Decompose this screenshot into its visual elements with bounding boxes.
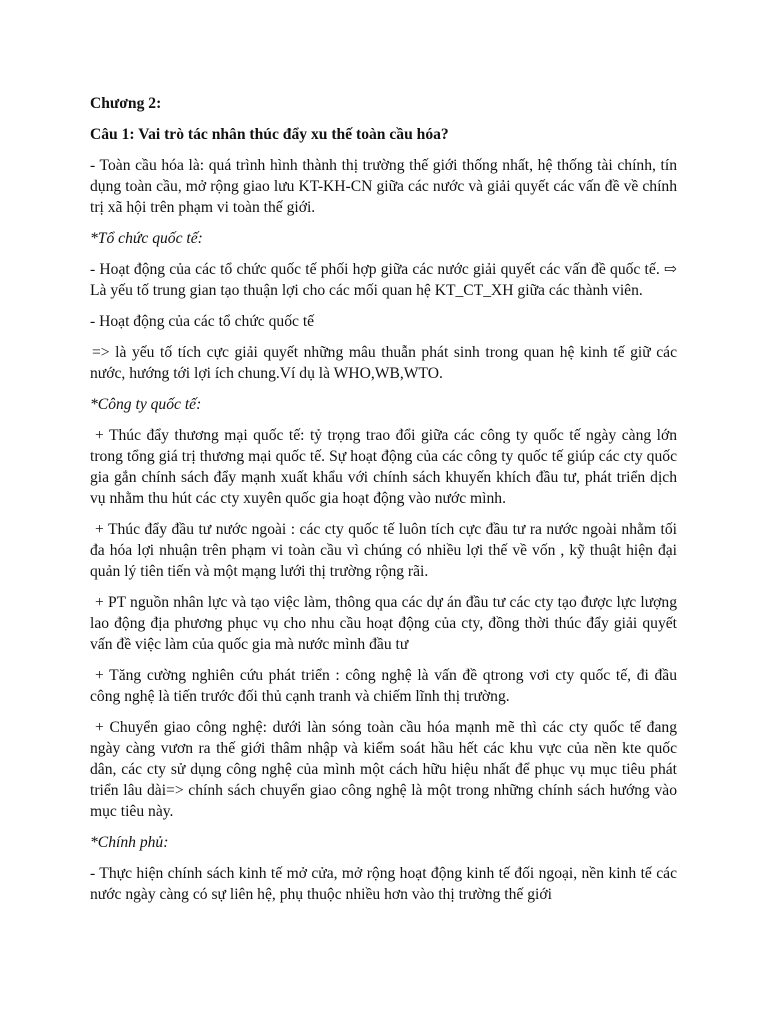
paragraph-research-development: + Tăng cường nghiên cứu phát triển : công nghệ là vấn đề qtrong vơi cty quốc tế, đi đầu công nghệ là tiến trước đối thủ cạnh tranh và chiếm lĩnh thị trường.	[90, 667, 677, 705]
paragraph-organization-result: => là yếu tố tích cực giải quyết những mâu thuẫn phát sinh trong quan hệ kinh tế giữ các nước, hướng tới lợi ích chung.Ví dụ là WHO,WB,WTO.	[90, 344, 677, 382]
paragraph-trade-promotion: + Thúc đẩy thương mại quốc tế: tỷ trọng trao đổi giữa các công ty quốc tế ngày càng lớn trong tổng giá trị thương mại quốc tế. Sự hoạt động của các công ty quốc tế giúp các cty quốc gia gắn chính sách đẩy mạnh xuất khẩu với chính sách khuyến khích đầu tư, phát triển dịch vụ nhằm thu hút các cty xuyên quốc gia hoạt động vào nước mình.	[90, 427, 677, 507]
paragraph-organization-activity: - Hoạt động của các tổ chức quốc tế phối hợp giữa các nước giải quyết các vấn đề quốc tế. ⇨ Là yếu tố trung gian tạo thuận lợi cho các mối quan hệ KT_CT_XH giữa các thành viên.	[90, 261, 677, 299]
chapter-heading: Chương 2:	[90, 95, 162, 112]
paragraph-technology-transfer: + Chuyển giao công nghệ: dưới làn sóng toàn cầu hóa mạnh mẽ thì các cty quốc tế đang ngày càng vươn ra thế giới thâm nhập và kiểm soát hầu hết các khu vực của nền kte quốc dân, các cty sử dụng công nghệ của mình một cách hữu hiệu nhất để phục vụ mục tiêu phát triển lâu dài=> chính sách chuyển giao công nghệ là một trong những chính sách hướng vào mục tiêu này.	[90, 719, 677, 820]
section-heading-international-companies: *Công ty quốc tế:	[90, 396, 202, 413]
document-page	[90, 93, 677, 915]
paragraph-human-resources: + PT nguồn nhân lực và tạo việc làm, thông qua các dự án đầu tư các cty tạo được lực lượng lao động địa phương phục vụ cho nhu cầu hoạt động của cty, đồng thời thúc đẩy giải quyết vấn đề việc làm của quốc gia mà nước mình đầu tư	[90, 594, 677, 653]
paragraph-open-economy-policy: - Thực hiện chính sách kinh tế mở cửa, mở rộng hoạt động kinh tế đối ngoại, nền kinh tế các nước ngày càng có sự liên hệ, phụ thuộc nhiều hơn vào thị trường thế giới	[90, 865, 677, 903]
paragraph-organization-activity-2: - Hoạt động của các tổ chức quốc tế	[90, 313, 315, 330]
question-heading: Câu 1: Vai trò tác nhân thúc đẩy xu thế toàn cầu hóa?	[90, 126, 449, 143]
section-heading-government: *Chính phủ:	[90, 834, 169, 851]
section-heading-international-organizations: *Tổ chức quốc tế:	[90, 230, 203, 247]
paragraph-globalization-definition: - Toàn cầu hóa là: quá trình hình thành thị trường thế giới thống nhất, hệ thống tài chính, tín dụng toàn cầu, mở rộng giao lưu KT-KH-CN giữa các nước và giải quyết các vấn đề về chính trị xã hội trên phạm vi toàn thế giới.	[90, 157, 677, 216]
paragraph-foreign-investment: + Thúc đẩy đầu tư nước ngoài : các cty quốc tế luôn tích cực đầu tư ra nước ngoài nhằm tối đa hóa lợi nhuận trên phạm vi toàn cầu vì chúng có nhiều lợi thế về vốn , kỹ thuật hiện đại quản lý tiên tiến và một mạng lưới thị trường rộng rãi.	[90, 521, 677, 580]
